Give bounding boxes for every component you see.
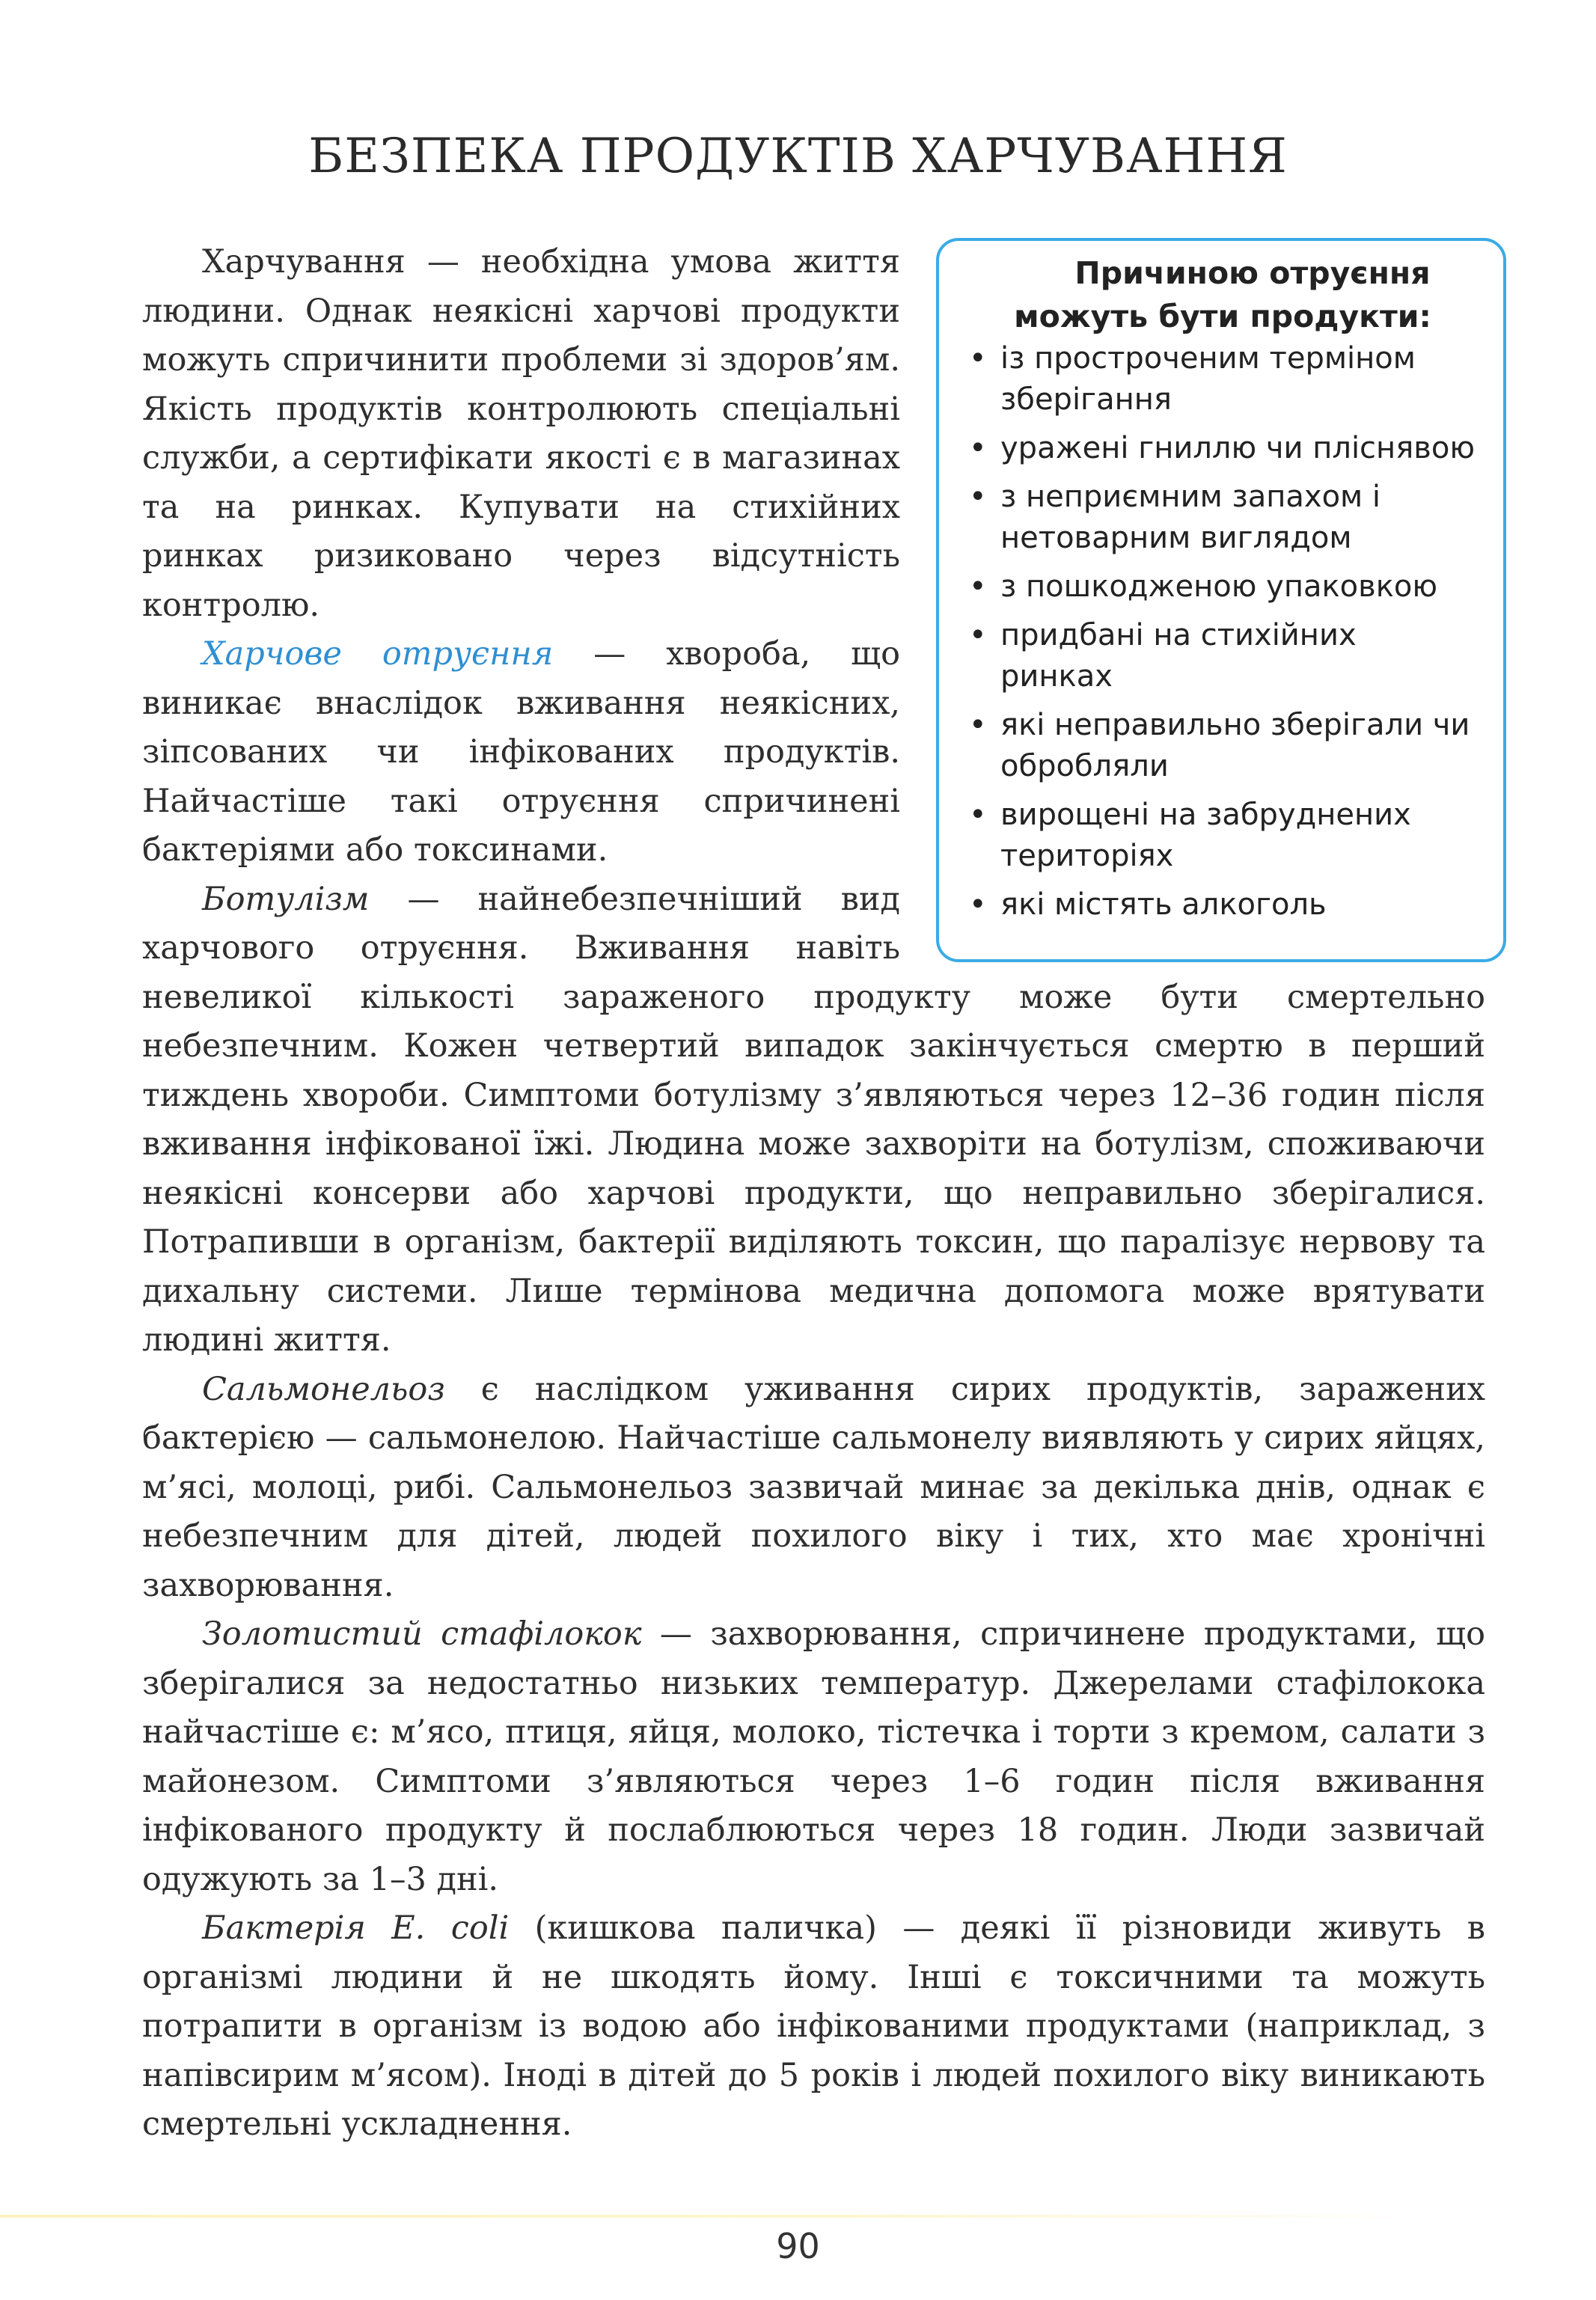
box-title-line1: Причиною отруєння bbox=[1074, 255, 1431, 291]
term-e-coli: Бактерія E. coli bbox=[202, 1909, 510, 1947]
paragraph-text: — найнебезпечніший вид харчового отруєння. Вживання навіть невеликої кількості зараженого продукту може бути смертельно небезпечним. Кожен четвертий випадок закінчується смертю в перший тиждень хвороби. Симптоми ботулізму з’являються через 12–36 годин після вживання інфікованої їжі. Людина може захворіти на ботулізм, споживаючи неякісні консерви або харчові продукти, що неправильно зберігалися. Потрапивши в організм, бактерії виділяють токсин, що паралізує нервову та дихальну системи. Лише термінова медична допомога може врятувати людині життя. bbox=[142, 880, 1485, 1359]
page-number: 90 bbox=[776, 2226, 820, 2266]
list-item-text: які неправильно зберігали чи обробляли bbox=[1000, 708, 1470, 783]
list-item bbox=[967, 477, 1478, 559]
bullet-icon: • bbox=[969, 887, 987, 922]
list-item-text: придбані на стихійних ринках bbox=[1000, 618, 1357, 694]
term-botulism: Ботулізм bbox=[202, 880, 370, 918]
bullet-icon: • bbox=[969, 569, 987, 604]
term-food-poisoning: Харчове отруєння bbox=[202, 635, 554, 673]
paragraph-text: — хвороба, що виникає внаслідок вживання неякісних, зіпсованих чи інфікованих продуктів. Найчастіше такі отруєння спричинені бактеріями або токсинами. bbox=[142, 635, 901, 869]
list-item bbox=[967, 566, 1478, 608]
footer-divider bbox=[0, 2215, 1422, 2218]
term-staphylococcus: Золотистий стафілокок bbox=[202, 1615, 642, 1653]
term-salmonellosis: Сальмонельоз bbox=[202, 1370, 445, 1408]
paragraph-staphylococcus bbox=[142, 1610, 1485, 1904]
list-item-text: які містять алкоголь bbox=[1000, 887, 1327, 922]
paragraph-intro: Харчування — необхідна умова життя людини. Однак неякісні харчові продукти можуть спричинити проблеми зі здоров’ям. Якість продуктів контролюють спеціальні служби, а сертифікати якості є в магазинах та на ринках. Купувати на стихійних ринках ризиковано через відсутність контролю. bbox=[142, 243, 900, 624]
list-item bbox=[967, 884, 1478, 926]
bullet-icon: • bbox=[969, 708, 987, 742]
poisoning-causes-box bbox=[936, 238, 1506, 962]
bullet-icon: • bbox=[969, 618, 987, 652]
box-title-line2: можуть бути продукти: bbox=[1014, 299, 1431, 334]
bullet-icon: • bbox=[969, 480, 987, 514]
list-item-text: з пошкодженою упаковкою bbox=[1000, 569, 1438, 604]
article-body bbox=[142, 238, 1485, 2150]
list-item bbox=[967, 795, 1478, 877]
list-item-text: уражені гниллю чи пліснявою bbox=[1000, 431, 1475, 465]
list-item-text: із простроченим терміном зберігання bbox=[1000, 341, 1416, 417]
paragraph-salmonellosis bbox=[142, 1365, 1485, 1611]
list-item bbox=[967, 615, 1478, 697]
page-title: БЕЗПЕКА ПРОДУКТІВ ХАРЧУВАННЯ bbox=[308, 129, 1288, 184]
causes-list bbox=[967, 338, 1478, 926]
box-title bbox=[967, 251, 1478, 338]
bullet-icon: • bbox=[969, 431, 987, 465]
paragraph-text: є наслідком уживання сирих продуктів, заражених бактерією — сальмонелою. Найчастіше сальмонелу виявляють у сирих яйцях, м’ясі, молоці, рибі. Сальмонельоз зазвичай минає за декілька днів, однак є небезпечним для дітей, людей похилого віку і тих, хто має хронічні захворювання. bbox=[142, 1370, 1485, 1604]
list-item-text: вирощені на забруднених територіях bbox=[1000, 798, 1411, 873]
list-item bbox=[967, 338, 1478, 420]
list-item-text: з неприємним запахом і нетоварним виглядом bbox=[1000, 480, 1381, 555]
bullet-icon: • bbox=[969, 798, 987, 832]
paragraph-text: — захворювання, спричинене продуктами, що зберігалися за недостатньо низьких температур. Джерелами стафілокока найчастіше є: м’ясо, птиця, яйця, молоко, тістечка і торти з кремом, салати з майонезом. Симптоми з’являються через 1–6 годин після вживання інфікованого продукту й послаблюються через 18 годин. Люди зазвичай одужують за 1–3 дні. bbox=[142, 1615, 1485, 1898]
list-item bbox=[967, 705, 1478, 787]
paragraph-text: (кишкова паличка) — деякі її різновиди живуть в організмі людини й не шкодять йому. Інші є токсичними та можуть потрапити в організм із водою або інфікованими продуктами (наприклад, з напівсирим м’ясом). Іноді в дітей до 5 років і людей похилого віку виникають смертельні ускладнення. bbox=[142, 1909, 1486, 2143]
bullet-icon: • bbox=[969, 341, 987, 376]
list-item bbox=[967, 428, 1478, 469]
paragraph-e-coli bbox=[142, 1904, 1485, 2150]
